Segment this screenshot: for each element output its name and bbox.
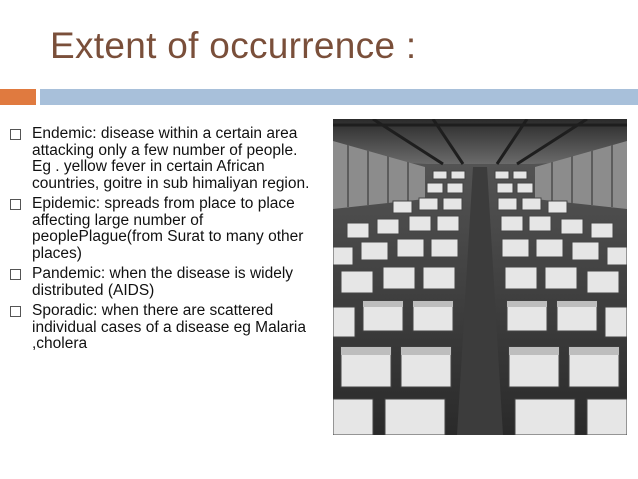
bullet-item [8,126,318,192]
bullet-text: Endemic: disease within a certain area attacking only a few number of people. Eg . yellow fever in certain African countries, goitre in sub himaliyan region. [32,125,310,192]
bullet-list [8,126,318,357]
hospital-ward-photo [333,119,627,435]
bullet-item [8,303,318,353]
bullet-item [8,266,318,299]
title-rule-bar [40,89,638,105]
hospital-ward-illustration [333,119,627,435]
bullet-box-icon [10,269,21,280]
bullet-box-icon [10,306,21,317]
slide-title: Extent of occurrence : [50,25,417,66]
bullet-text: Sporadic: when there are scattered individual cases of a disease eg Malaria ,cholera [32,302,306,352]
accent-bar [0,89,36,105]
bullet-box-icon [10,129,21,140]
bullet-text: Epidemic: spreads from place to place affecting large number of peoplePlague(from Surat to many other places) [32,195,304,262]
bullet-box-icon [10,199,21,210]
bullet-item [8,196,318,262]
bullet-text: Pandemic: when the disease is widely distributed (AIDS) [32,265,294,299]
